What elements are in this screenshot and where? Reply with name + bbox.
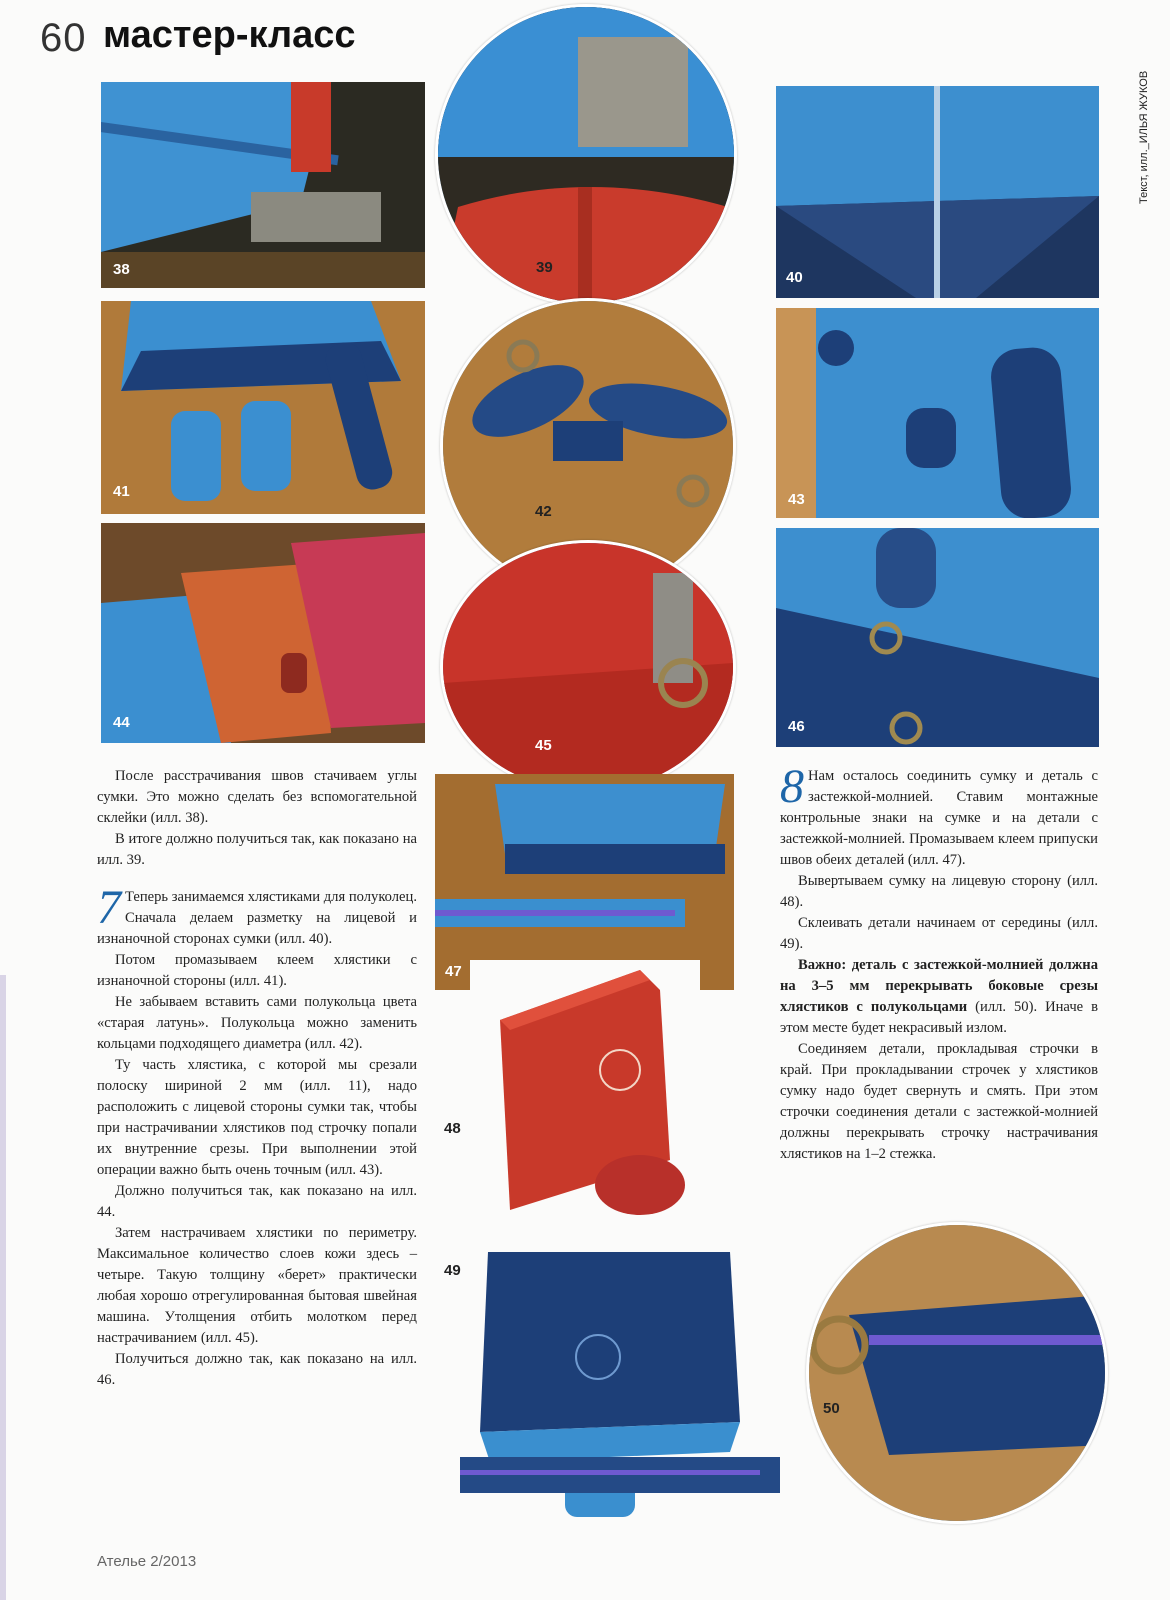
photo-46 xyxy=(776,528,1099,747)
photo-43 xyxy=(776,308,1099,518)
paragraph: В итоге должно получиться так, как показано на илл. 39. xyxy=(97,831,417,868)
paragraph: После расстрачивания швов стачиваем углы сумки. Это можно сделать без вспомогательной склейки (илл. 38). xyxy=(97,768,417,826)
step-number: 7 xyxy=(97,881,121,934)
left-text-column xyxy=(97,766,417,1391)
paragraph: Склеивать детали начинаем от середины (илл. 49). xyxy=(780,915,1098,952)
page-number: 60 xyxy=(40,16,87,60)
figure-number: 45 xyxy=(535,737,552,754)
figure-number: 46 xyxy=(788,718,805,735)
step-8: 8 Нам осталось соединить сумку и деталь с застежкой-молнией. Ставим монтажные контрольные знаки на сумке и на детали с застежкой-молнией. Промазываем клеем припуски швов обеих деталей (илл. 47). xyxy=(780,760,1098,868)
figure-number: 38 xyxy=(113,261,130,278)
figure-number: 49 xyxy=(444,1262,461,1279)
figure-number: 42 xyxy=(535,503,552,520)
paragraph: Не забываем вставить сами полукольца цвета «старая латунь». Полукольца можно заменить кольцами подходящего диаметра (илл. 42). xyxy=(97,994,417,1052)
paragraph: Затем настрачиваем хлястики по периметру. Максимальное количество слоев кожи здесь – четыре. Такую толщину «берет» практически любая хорошо отрегулированная бытовая швейная машина. Утолщения отбить молотком перед настрачиванием (илл. 45). xyxy=(97,1225,417,1346)
photo-39 xyxy=(435,4,737,306)
figure-number: 47 xyxy=(445,963,462,980)
photo-45 xyxy=(440,540,736,794)
photo-40 xyxy=(776,86,1099,298)
section-title: мастер-класс xyxy=(103,14,356,56)
photo-38 xyxy=(101,82,425,288)
page-footer: Ателье 2/2013 xyxy=(97,1553,197,1570)
paragraph: Ту часть хлястика, с которой мы срезали полоску шириной 2 мм (илл. 11), надо расположить с лицевой стороны сумки так, чтобы при настрачивании хлястиков под строчку попали их внутренние срезы. При выполнении этой операции важно быть очень точным (илл. 43). xyxy=(97,1057,417,1178)
paragraph: Должно получиться так, как показано на илл. 44. xyxy=(97,1183,417,1220)
step-number: 8 xyxy=(780,760,804,813)
paragraph: Получиться должно так, как показано на илл. 46. xyxy=(97,1351,417,1388)
figure-number: 41 xyxy=(113,483,130,500)
photo-50 xyxy=(806,1222,1108,1524)
figure-number: 48 xyxy=(444,1120,461,1137)
photo-44 xyxy=(101,523,425,743)
paragraph: Важно: деталь с застежкой-молнией должна на 3–5 мм перекрывать боковые срезы хлястиков с полукольцами (илл. 50). Иначе в этом месте будет некрасивый излом. xyxy=(780,957,1098,1036)
figure-number: 44 xyxy=(113,714,130,731)
figure-number: 39 xyxy=(536,259,553,276)
figure-number: 50 xyxy=(823,1400,840,1417)
photo-48 xyxy=(470,960,700,1250)
author-credit: Текст, илл._ИЛЬЯ ЖУКОВ xyxy=(1138,70,1150,204)
step-7: 7 Теперь занимаемся хлястиками для полуколец. Сначала делаем разметку на лицевой и изнаночной сторонах сумки (илл. 40). xyxy=(97,881,417,947)
right-text-column xyxy=(780,760,1098,1165)
photo-47 xyxy=(435,774,734,990)
margin-strip xyxy=(0,975,6,1600)
figure-number: 43 xyxy=(788,491,805,508)
photo-49 xyxy=(460,1252,790,1540)
photo-41 xyxy=(101,301,425,514)
paragraph: Вывертываем сумку на лицевую сторону (илл. 48). xyxy=(780,873,1098,910)
paragraph: Потом промазываем клеем хлястики с изнаночной стороны (илл. 41). xyxy=(97,952,417,989)
paragraph: Соединяем детали, прокладывая строчки в край. При прокладывании строчек у хлястиков сумку надо будет свернуть и смять. При этом строчки соединения детали с застежкой-молнией должны перекрывать строчку настрачивания хлястиков на 1–2 стежка. xyxy=(780,1041,1098,1162)
figure-number: 40 xyxy=(786,269,803,286)
